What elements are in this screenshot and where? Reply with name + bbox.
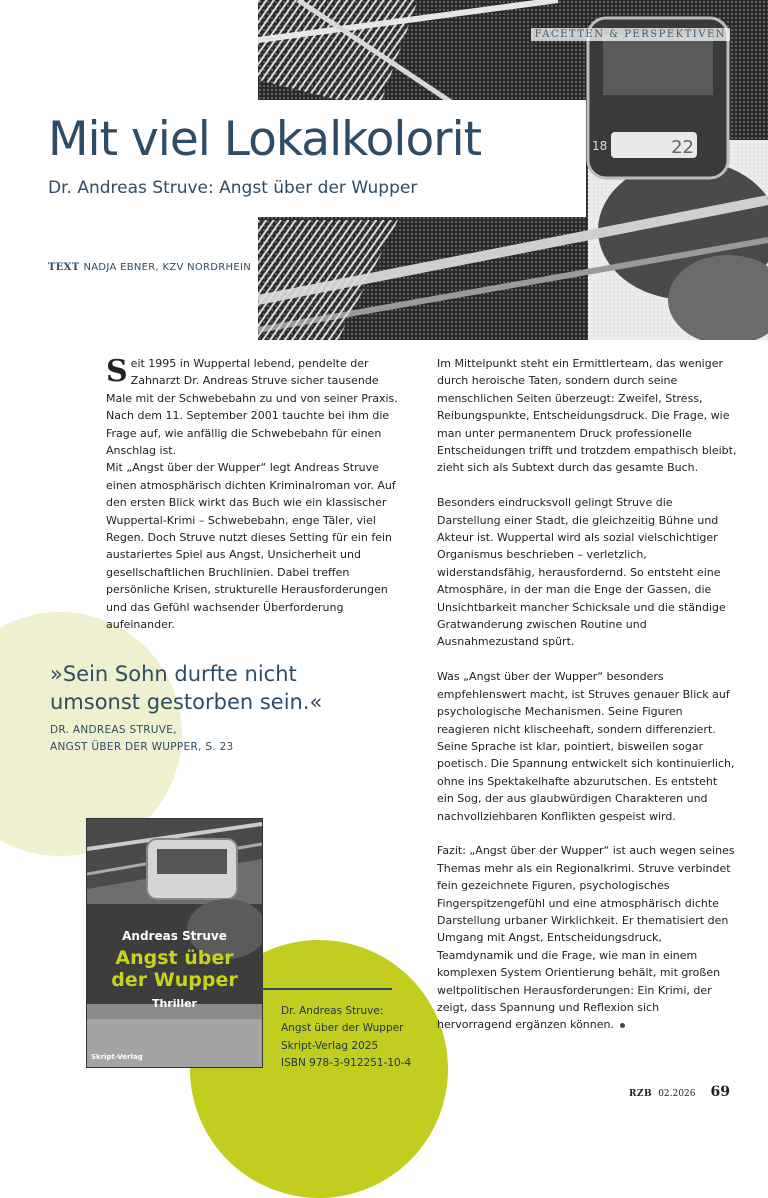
cover-author: Andreas Struve [122,929,227,943]
page-title: Mit viel Lokalkolorit [48,112,482,167]
book-info-rule [262,988,392,990]
author-credit [48,262,251,273]
car-code: 18 [592,139,608,153]
cover-genre: Thriller [152,997,197,1010]
cover-publisher: Skript-Verlag [91,1053,143,1061]
car-number: 22 [671,137,694,158]
quote-line: umsonst gestorben sein.« [50,690,323,714]
book-cover [86,818,263,1068]
page-footer [629,1081,730,1100]
cover-illustration [87,819,262,1067]
quote-source-line: DR. ANDREAS STRUVE, [50,724,177,736]
body-paragraph [106,355,402,459]
magazine-name: RZB [628,1089,653,1099]
book-info-line: Angst über der Wupper [281,1022,404,1035]
body-text: Fazit: „Angst über der Wupper“ ist auch wegen seines Themas mehr als ein Regionalkrimi. Struve verbindet fein gezeichnete Figuren, psychologisches Fingerspitzengefühl und eine atmosphärisch dichte Darstellung urbaner Wirklichkeit. Er thematisiert den Umgang mit Angst, Entscheidungsdruck, Teamdynamik und die Frage, wie man in einem komplexen System Orientierung behält, mit großen weltpolitischen Herausforderungen: Ein Krimi, der zeigt, dass Spannung und Reflexion sich hervorragend ergänzen können. [437,844,735,1032]
quote-source-line: ANGST ÜBER DER WUPPER, S. 23 [50,741,234,753]
body-column-right [437,355,737,1034]
page-subtitle: Dr. Andreas Struve: Angst über der Wupper [48,178,418,198]
quote-source [50,722,234,756]
issue-number: 02.2026 [658,1089,696,1099]
cover-title-line: Angst über [115,947,234,969]
body-paragraph: Mit „Angst über der Wupper“ legt Andreas Struve einen atmosphärisch dichten Kriminalroman vor. Auf den ersten Blick wirkt das Buch wie ein klassischer Wuppertal-Krimi – Schwebebahn, enge Täler, viel Regen. Doch Struve nutzt dieses Setting für ein fein austariertes Spiel aus Angst, Unsicherheit und gesellschaftlichen Bruchlinien. Dabei treffen persönliche Krisen, strukturelle Herausforderungen und das Gefühl wachsender Überforderung aufeinander. [106,461,396,632]
body-paragraph: Was „Angst über der Wupper“ besonders empfehlenswert macht, ist Struves genauer Blick auf psychologische Mechanismen. Seine Figuren reagieren nicht klischeehaft, sondern differenziert. Seine Sprache ist klar, pointiert, bisweilen sogar poetisch. Die Spannung entwickelt sich kontinuierlich, ohne ins Spektakelhafte abzurutschen. Es entsteht ein Sog, der aus glaubwürdigen Charakteren und nachvollziehbaren Konflikten gespeist wird. [437,670,735,823]
cover-title-line: der Wupper [111,969,238,991]
quote-line: »Sein Sohn durfte nicht [50,662,297,686]
body-paragraph [437,842,737,1033]
body-text: eit 1995 in Wuppertal lebend, pendelte der Zahnarzt Dr. Andreas Struve sicher tausende Male mit der Schwebebahn zu und von seiner Praxis. Nach dem 11. September 2001 tauchte bei ihm die Frage auf, wie anfällig die Schwebebahn für einen Anschlag ist. [106,357,398,458]
end-mark-icon [620,1023,625,1028]
credit-authors: NADJA EBNER, KZV NORDRHEIN [83,262,252,273]
credit-label: TEXT [48,262,80,273]
section-label: FACETTEN & PERSPEKTIVEN [531,28,730,41]
drop-cap: S [106,354,128,389]
body-paragraph: Im Mittelpunkt steht ein Ermittlerteam, das weniger durch heroische Taten, sondern durch seine menschlichen Seiten überzeugt: Zweifel, Stress, Reibungspunkte, Entscheidungsdruck. Die Frage, wie man unter permanentem Druck professionelle Entscheidungen trifft und trotzdem empathisch bleibt, zieht sich als Subtext durch das gesamte Buch. [437,357,737,475]
book-info-line: ISBN 978-3-912251-10-4 [281,1057,412,1070]
book-info-line: Skript-Verlag 2025 [281,1039,379,1052]
body-column-left [106,355,402,634]
book-info [281,1003,411,1073]
pull-quote [50,660,322,716]
page-number: 69 [710,1084,730,1100]
body-paragraph: Besonders eindrucksvoll gelingt Struve die Darstellung einer Stadt, die gleichzeitig Bühne und Akteur ist. Wuppertal wird als sozial vielschichtiger Organismus beschrieben – verletzlich, widerstandsfähig, herausfordernd. So entsteht eine Atmosphäre, in der man die Enge der Gassen, die Unsichtbarkeit mancher Schicksale und die ständige Gratwanderung zwischen Routine und Ausnahmezustand spürt. [437,496,726,649]
cover-title [87,947,262,991]
book-info-line: Dr. Andreas Struve: [281,1005,384,1017]
